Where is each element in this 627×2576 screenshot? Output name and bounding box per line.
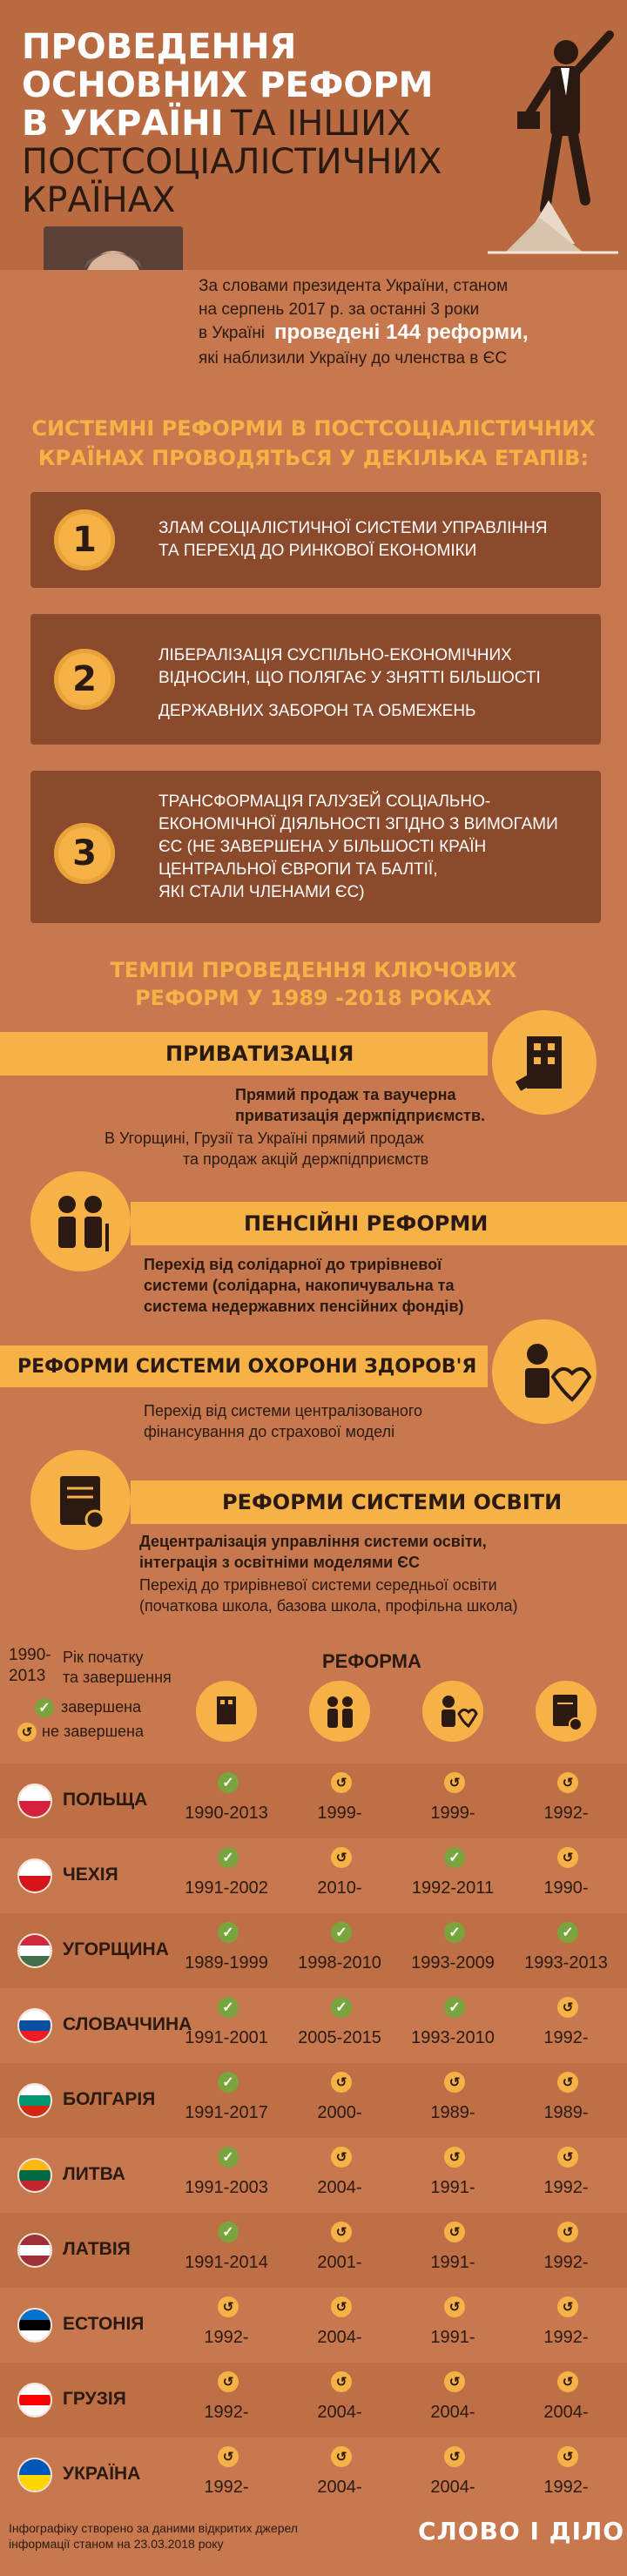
health-title-bar <box>0 1345 488 1387</box>
health-title: РЕФОРМИ СИСТЕМИ ОХОРОНИ ЗДОРОВ'Я <box>17 1355 477 1378</box>
table-cell <box>174 2368 279 2438</box>
table-cell <box>174 1769 279 1838</box>
not-done-icon: ↺ <box>331 2446 352 2467</box>
intro-line-3b: проведені 144 реформи, <box>274 320 529 344</box>
tempo-title-line-1: ТЕМПИ ПРОВЕДЕННЯ КЛЮЧОВИХ <box>110 958 517 982</box>
table-row <box>0 2138 627 2213</box>
stage-1-line-2: ТА ПЕРЕХІД ДО РИНКОВОЇ ЕКОНОМІКИ <box>158 542 477 560</box>
country-flag <box>17 2383 52 2418</box>
title-line-5: КРАЇНАХ <box>22 180 176 220</box>
stage-2-line-3: ДЕРЖАВНИХ ЗАБОРОН ТА ОБМЕЖЕНЬ <box>158 702 476 720</box>
country-flag <box>17 2083 52 2118</box>
table-row <box>0 1988 627 2063</box>
table-cell <box>514 1769 618 1838</box>
table-row <box>0 2288 627 2363</box>
table-row <box>0 2063 627 2138</box>
table-cell <box>401 1769 505 1838</box>
education-body-2: інтеграція з освітніми моделями ЄС <box>139 1554 421 1571</box>
education-body-4: (початкова школа, базова школа, профільна школа) <box>139 1597 518 1615</box>
privatization-title: ПРИВАТИЗАЦІЯ <box>165 1042 354 1066</box>
table-cell <box>401 2068 505 2138</box>
legend-done-icon: ✓ <box>35 1698 54 1717</box>
not-done-icon: ↺ <box>331 1847 352 1868</box>
reform-years: 1993-2013 <box>524 1953 608 1972</box>
reform-years: 2005-2015 <box>298 2028 381 2047</box>
country-flag <box>17 2008 52 2043</box>
legend-years-top: 1990- <box>9 1646 51 1664</box>
stage-3-line-3: ЄС (НЕ ЗАВЕРШЕНА У БІЛЬШОСТІ КРАЇН <box>158 838 487 856</box>
education-icon <box>30 1450 131 1550</box>
table-cell <box>514 2143 618 2213</box>
done-icon: ✓ <box>444 1847 465 1868</box>
privatization-body-2: приватизація держпідприємств. <box>235 1107 486 1124</box>
privatization-body-4: та продаж акцій держпідприємств <box>183 1150 429 1168</box>
not-done-icon: ↺ <box>557 1997 578 2018</box>
table-row <box>0 1763 627 1838</box>
reform-years: 1992-2011 <box>411 1878 495 1898</box>
reform-years: 1991-2014 <box>185 2253 268 2272</box>
country-name: ПОЛЬЩА <box>63 1790 148 1810</box>
reform-years: 1990- <box>543 1878 589 1898</box>
title-line-3b: ТА ІНШИХ <box>231 104 411 144</box>
privatization-body-1: Прямий продаж та ваучерна <box>235 1086 456 1103</box>
education-body-1: Децентралізація управління системи освіти, <box>139 1533 487 1550</box>
stage-3-line-5: ЯКІ СТАЛИ ЧЛЕНАМИ ЄС) <box>158 883 365 901</box>
not-done-icon: ↺ <box>557 2446 578 2467</box>
not-done-icon: ↺ <box>331 2072 352 2093</box>
table-cell <box>401 2368 505 2438</box>
reform-years: 1992- <box>543 2253 589 2272</box>
done-icon: ✓ <box>218 1997 239 2018</box>
not-done-icon: ↺ <box>444 2371 465 2392</box>
table-cell <box>401 2218 505 2288</box>
table-cell <box>401 2443 505 2512</box>
table-cell <box>174 2143 279 2213</box>
pension-body-2: системи (солідарна, накопичувальна та <box>144 1277 455 1294</box>
not-done-icon: ↺ <box>331 1772 352 1793</box>
reform-years: 1992- <box>543 2478 589 2497</box>
title-line-3a: В УКРАЇНІ <box>22 104 224 144</box>
reform-years: 1992- <box>204 2478 249 2497</box>
country-flag <box>17 2458 52 2492</box>
table-cell <box>287 1919 392 1988</box>
not-done-icon: ↺ <box>444 2072 465 2093</box>
table-cell <box>174 1993 279 2063</box>
done-icon: ✓ <box>331 1997 352 2018</box>
table-cell <box>514 2293 618 2363</box>
stages-title-line-2: КРАЇНАХ ПРОВОДЯТЬСЯ У ДЕКІЛЬКА ЕТАПІВ: <box>37 446 590 470</box>
stage-3-line-4: ЦЕНТРАЛЬНОЇ ЄВРОПИ ТА БАЛТІЇ, <box>158 860 438 879</box>
education-title: РЕФОРМИ СИСТЕМИ ОСВІТИ <box>222 1490 563 1514</box>
country-name: ЛИТВА <box>63 2164 125 2184</box>
table-row <box>0 2213 627 2288</box>
country-name: ЕСТОНІЯ <box>63 2314 145 2334</box>
reform-years: 2001- <box>317 2253 362 2272</box>
country-flag <box>17 2308 52 2343</box>
not-done-icon: ↺ <box>557 2296 578 2317</box>
table-cell <box>514 2443 618 2512</box>
done-icon: ✓ <box>557 1922 578 1943</box>
table-cell <box>287 2068 392 2138</box>
table-cell <box>174 2293 279 2363</box>
reform-years: 1992- <box>543 1804 589 1823</box>
table-row <box>0 2363 627 2438</box>
table-cell <box>174 1844 279 1913</box>
health-icon <box>492 1319 597 1424</box>
country-name: СЛОВАЧЧИНА <box>63 2014 192 2034</box>
col-education-icon <box>536 1681 597 1742</box>
done-icon: ✓ <box>218 2222 239 2242</box>
reform-years: 2004- <box>317 2478 362 2497</box>
table-cell <box>401 1919 505 1988</box>
table-cell <box>401 1993 505 2063</box>
intro-line-2: на серпень 2017 р. за останні 3 роки <box>199 300 480 319</box>
reform-years: 1991- <box>430 2253 475 2272</box>
not-done-icon: ↺ <box>557 2371 578 2392</box>
table-cell <box>174 2068 279 2138</box>
done-icon: ✓ <box>444 1922 465 1943</box>
reform-years: 2004- <box>317 2328 362 2347</box>
done-icon: ✓ <box>218 2147 239 2168</box>
stage-3-line-2: ЕКОНОМІЧНОЇ ДІЯЛЬНОСТІ ЗГІДНО З ВИМОГАМИ <box>158 815 558 833</box>
not-done-icon: ↺ <box>218 2446 239 2467</box>
reform-years: 1992- <box>204 2328 249 2347</box>
reform-header: РЕФОРМА <box>322 1650 421 1672</box>
intro-line-1: За словами президента України, станом <box>199 277 509 295</box>
not-done-icon: ↺ <box>444 2296 465 2317</box>
reform-years: 2000- <box>317 2103 362 2122</box>
table-cell <box>287 2143 392 2213</box>
not-done-icon: ↺ <box>444 2446 465 2467</box>
table-cell <box>287 1844 392 1913</box>
privatization-body-3: В Угорщині, Грузії та Україні прямий продаж <box>104 1130 424 1147</box>
reform-years: 2004- <box>430 2478 475 2497</box>
not-done-icon: ↺ <box>331 2147 352 2168</box>
reform-years: 1989- <box>430 2103 475 2122</box>
table-cell <box>401 2293 505 2363</box>
pension-body-1: Перехід від солідарної до трирівневої <box>144 1256 442 1273</box>
reform-years: 1991-2002 <box>185 1878 268 1898</box>
table-cell <box>174 1919 279 1988</box>
reform-years: 1990-2013 <box>185 1804 268 1823</box>
stage-2-number: 2 <box>54 649 115 710</box>
table-cell <box>287 2443 392 2512</box>
reform-years: 1991-2003 <box>185 2178 268 2197</box>
table-cell <box>401 2143 505 2213</box>
reform-years: 2010- <box>317 1878 362 1898</box>
country-name: ЧЕХІЯ <box>63 1865 118 1885</box>
not-done-icon: ↺ <box>444 1772 465 1793</box>
table-cell <box>514 2368 618 2438</box>
not-done-icon: ↺ <box>557 2147 578 2168</box>
reform-years: 2004- <box>430 2403 475 2422</box>
done-icon: ✓ <box>218 2072 239 2093</box>
not-done-icon: ↺ <box>331 2371 352 2392</box>
stage-3-number: 3 <box>54 823 115 884</box>
reform-years: 2004- <box>317 2403 362 2422</box>
title-line-1: ПРОВЕДЕННЯ <box>22 27 297 67</box>
reform-years: 1992- <box>204 2403 249 2422</box>
done-icon: ✓ <box>218 1772 239 1793</box>
country-name: БОЛГАРІЯ <box>63 2089 156 2109</box>
table-cell <box>287 2368 392 2438</box>
legend-notdone-icon: ↺ <box>17 1723 37 1742</box>
stage-2-line-1: ЛІБЕРАЛІЗАЦІЯ СУСПІЛЬНО-ЕКОНОМІЧНИХ <box>158 646 512 664</box>
col-health-icon <box>422 1681 483 1742</box>
education-title-bar <box>131 1480 627 1524</box>
reform-years: 1991-2001 <box>185 2028 268 2047</box>
pension-body-3: система недержавних пенсійних фондів) <box>144 1298 464 1315</box>
not-done-icon: ↺ <box>331 2222 352 2242</box>
not-done-icon: ↺ <box>557 2072 578 2093</box>
privatization-title-bar <box>0 1032 488 1076</box>
legend-notdone-label: не завершена <box>42 1723 144 1740</box>
country-name: УКРАЇНА <box>63 2464 141 2484</box>
not-done-icon: ↺ <box>557 1847 578 1868</box>
not-done-icon: ↺ <box>557 1772 578 1793</box>
table-row <box>0 1838 627 1913</box>
legend-done-label: завершена <box>61 1698 142 1716</box>
reform-years: 2004- <box>543 2403 589 2422</box>
done-icon: ✓ <box>218 1922 239 1943</box>
stages-title-line-1: СИСТЕМНІ РЕФОРМИ В ПОСТСОЦІАЛІСТИЧНИХ <box>31 416 596 441</box>
table-cell <box>514 2068 618 2138</box>
legend-years-label-1: Рік початку <box>63 1649 144 1666</box>
col-pension-icon <box>309 1681 370 1742</box>
not-done-icon: ↺ <box>557 2222 578 2242</box>
country-flag <box>17 1858 52 1893</box>
country-flag <box>17 1933 52 1968</box>
table-cell <box>287 1993 392 2063</box>
privatization-icon <box>492 1010 597 1115</box>
footer-logo: СЛОВО І ДІЛО <box>418 2517 625 2546</box>
country-flag <box>17 1784 52 1818</box>
country-name: ГРУЗІЯ <box>63 2389 126 2409</box>
country-flag <box>17 2158 52 2193</box>
done-icon: ✓ <box>218 1847 239 1868</box>
not-done-icon: ↺ <box>444 2222 465 2242</box>
legend-years-label-2: та завершення <box>63 1669 172 1686</box>
pension-title: ПЕНСІЙНІ РЕФОРМИ <box>244 1211 489 1236</box>
stage-3-line-1: ТРАНСФОРМАЦІЯ ГАЛУЗЕЙ СОЦІАЛЬНО- <box>158 792 491 811</box>
table-row <box>0 2438 627 2512</box>
country-name: УГОРЩИНА <box>63 1939 169 1959</box>
country-flag <box>17 2233 52 2268</box>
reform-years: 1999- <box>317 1804 362 1823</box>
done-icon: ✓ <box>331 1922 352 1943</box>
health-body-2: фінансування до страхової моделі <box>144 1423 395 1440</box>
intro-line-4: які наблизили Україну до членства в ЄС <box>199 349 508 368</box>
reform-years: 1991- <box>430 2328 475 2347</box>
table-cell <box>514 2218 618 2288</box>
reform-years: 1993-2010 <box>411 2028 495 2047</box>
table-cell <box>514 1993 618 2063</box>
intro-line-3a: в Україні <box>199 324 266 342</box>
table-cell <box>514 1844 618 1913</box>
reform-years: 1991- <box>430 2178 475 2197</box>
pension-icon <box>30 1171 131 1271</box>
table-cell <box>401 1844 505 1913</box>
tempo-title-line-2: РЕФОРМ У 1989 -2018 РОКАХ <box>135 986 492 1010</box>
reform-years: 1993-2009 <box>411 1953 495 1972</box>
reform-years: 1992- <box>543 2328 589 2347</box>
stage-1-number: 1 <box>54 509 115 570</box>
businessman-illustration <box>488 17 618 261</box>
title-line-4: ПОСТСОЦІАЛІСТИЧНИХ <box>22 142 442 182</box>
table-cell <box>514 1919 618 1988</box>
table-cell <box>287 1769 392 1838</box>
reform-years: 2004- <box>317 2178 362 2197</box>
not-done-icon: ↺ <box>218 2296 239 2317</box>
not-done-icon: ↺ <box>218 2371 239 2392</box>
stage-1-line-1: ЗЛАМ СОЦІАЛІСТИЧНОЇ СИСТЕМИ УПРАВЛІННЯ <box>158 519 548 537</box>
reform-years: 1992- <box>543 2178 589 2197</box>
table-row <box>0 1913 627 1988</box>
not-done-icon: ↺ <box>444 2147 465 2168</box>
reform-years: 1989-1999 <box>185 1953 268 1972</box>
done-icon: ✓ <box>444 1997 465 2018</box>
reform-years: 1998-2010 <box>298 1953 381 1972</box>
health-body-1: Перехід від системи централізованого <box>144 1402 423 1419</box>
country-name: ЛАТВІЯ <box>63 2239 131 2259</box>
education-body-3: Перехід до трирівневої системи середньої освіти <box>139 1576 497 1594</box>
reform-years: 1992- <box>543 2028 589 2047</box>
legend-years-bottom: 2013 <box>9 1667 46 1685</box>
footer-source-2: інформації станом на 23.03.2018 року <box>9 2537 224 2551</box>
stage-2-line-2: ВІДНОСИН, ЩО ПОЛЯГАЄ У ЗНЯТТІ БІЛЬШОСТІ <box>158 669 541 687</box>
col-privatization-icon <box>196 1681 257 1742</box>
not-done-icon: ↺ <box>331 2296 352 2317</box>
table-cell <box>174 2218 279 2288</box>
pension-title-bar <box>131 1202 627 1245</box>
reform-years: 1999- <box>430 1804 475 1823</box>
footer-source-1: Інфографіку створено за даними відкритих джерел <box>9 2521 298 2535</box>
reform-years: 1991-2017 <box>185 2103 268 2122</box>
title-line-2: ОСНОВНИХ РЕФОРМ <box>22 65 434 105</box>
table-cell <box>287 2293 392 2363</box>
reform-years: 1989- <box>543 2103 589 2122</box>
table-cell <box>174 2443 279 2512</box>
table-cell <box>287 2218 392 2288</box>
